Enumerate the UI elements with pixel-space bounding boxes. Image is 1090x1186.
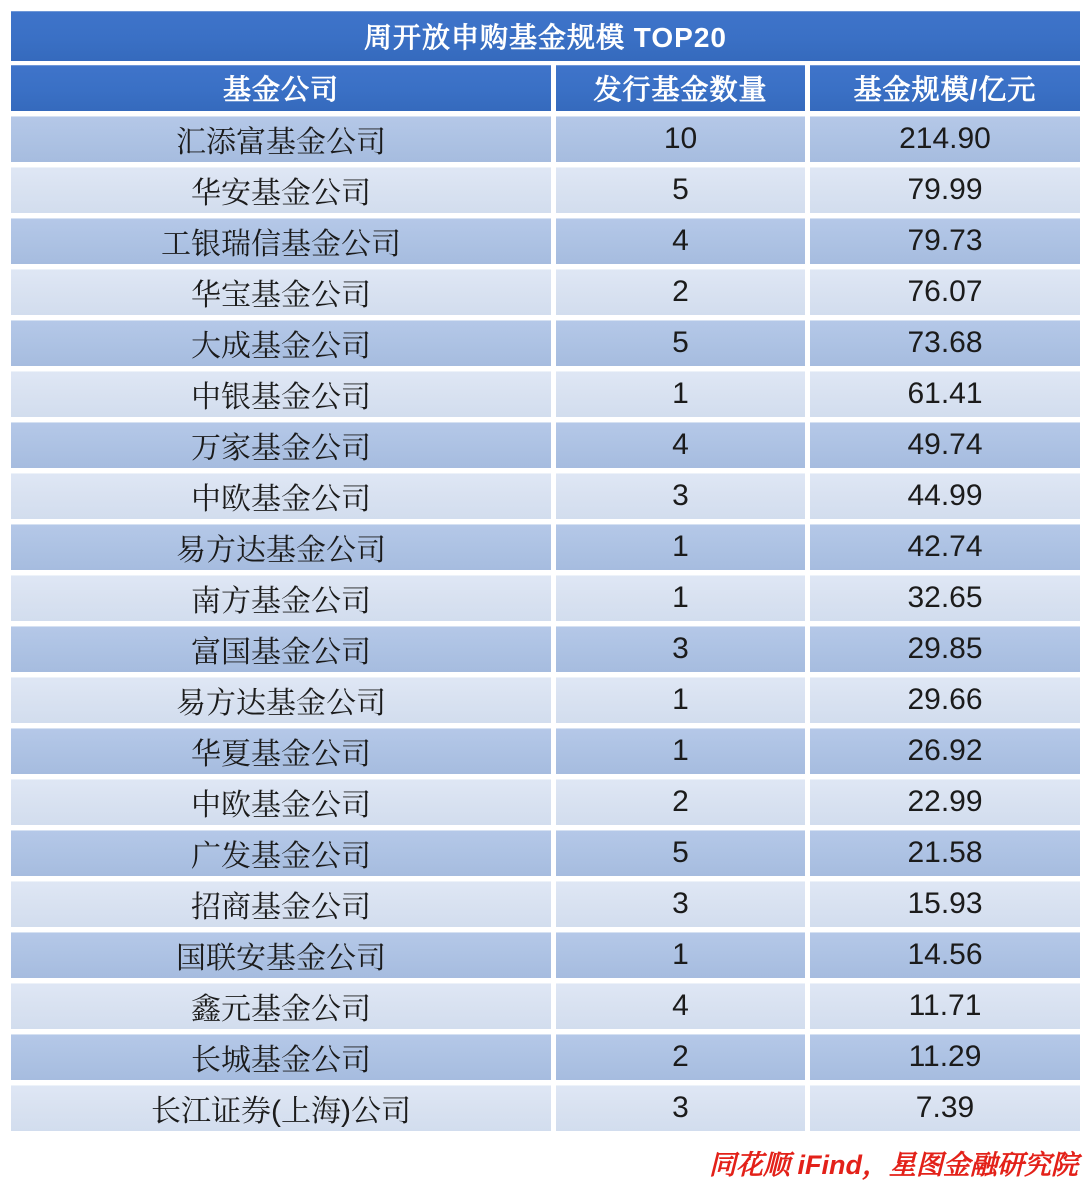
fund-scale-cell: 29.66 xyxy=(810,677,1080,723)
company-cell: 华宝基金公司 xyxy=(11,269,551,315)
company-cell: 中欧基金公司 xyxy=(11,473,551,519)
source-attribution: 同花顺 iFind，星图金融研究院 xyxy=(709,1150,1078,1180)
company-cell: 鑫元基金公司 xyxy=(11,983,551,1029)
fund-scale-cell: 44.99 xyxy=(810,473,1080,519)
table-row xyxy=(11,524,1080,570)
fund-count-cell: 1 xyxy=(556,728,805,774)
fund-count-cell: 5 xyxy=(556,320,805,366)
table-row xyxy=(11,626,1080,672)
table-row xyxy=(11,677,1080,723)
table-row xyxy=(11,1085,1080,1131)
fund-count-cell: 3 xyxy=(556,881,805,927)
company-cell: 易方达基金公司 xyxy=(11,677,551,723)
company-cell: 华安基金公司 xyxy=(11,167,551,213)
company-cell: 万家基金公司 xyxy=(11,422,551,468)
table-row xyxy=(11,983,1080,1029)
company-cell: 国联安基金公司 xyxy=(11,932,551,978)
table-row xyxy=(11,473,1080,519)
fund-scale-cell: 73.68 xyxy=(810,320,1080,366)
fund-scale-cell: 61.41 xyxy=(810,371,1080,417)
table-row xyxy=(11,575,1080,621)
table-row xyxy=(11,881,1080,927)
fund-scale-cell: 15.93 xyxy=(810,881,1080,927)
fund-count-cell: 5 xyxy=(556,830,805,876)
fund-count-cell: 4 xyxy=(556,983,805,1029)
column-header-fund-count: 发行基金数量 xyxy=(556,65,805,111)
fund-count-cell: 1 xyxy=(556,524,805,570)
fund-scale-cell: 21.58 xyxy=(810,830,1080,876)
fund-scale-cell: 11.29 xyxy=(810,1034,1080,1080)
fund-scale-cell: 11.71 xyxy=(810,983,1080,1029)
table-row xyxy=(11,116,1080,162)
fund-count-cell: 3 xyxy=(556,473,805,519)
company-cell: 招商基金公司 xyxy=(11,881,551,927)
fund-count-cell: 2 xyxy=(556,779,805,825)
table-row xyxy=(11,167,1080,213)
fund-scale-cell: 79.99 xyxy=(810,167,1080,213)
fund-count-cell: 1 xyxy=(556,371,805,417)
fund-count-cell: 1 xyxy=(556,575,805,621)
fund-count-cell: 2 xyxy=(556,1034,805,1080)
company-cell: 长江证券(上海)公司 xyxy=(11,1085,551,1131)
table-title: 周开放申购基金规模 TOP20 xyxy=(11,11,1080,61)
company-cell: 中银基金公司 xyxy=(11,371,551,417)
table-row xyxy=(11,728,1080,774)
company-cell: 中欧基金公司 xyxy=(11,779,551,825)
fund-scale-cell: 49.74 xyxy=(810,422,1080,468)
table-row xyxy=(11,218,1080,264)
fund-count-cell: 1 xyxy=(556,677,805,723)
fund-scale-cell: 79.73 xyxy=(810,218,1080,264)
fund-scale-cell: 22.99 xyxy=(810,779,1080,825)
fund-scale-cell: 26.92 xyxy=(810,728,1080,774)
company-cell: 广发基金公司 xyxy=(11,830,551,876)
fund-scale-cell: 29.85 xyxy=(810,626,1080,672)
fund-scale-cell: 14.56 xyxy=(810,932,1080,978)
table-row xyxy=(11,830,1080,876)
fund-scale-cell: 76.07 xyxy=(810,269,1080,315)
company-cell: 汇添富基金公司 xyxy=(11,116,551,162)
table-header-row xyxy=(11,65,1080,111)
company-cell: 华夏基金公司 xyxy=(11,728,551,774)
fund-count-cell: 3 xyxy=(556,1085,805,1131)
fund-count-cell: 4 xyxy=(556,422,805,468)
company-cell: 工银瑞信基金公司 xyxy=(11,218,551,264)
fund-scale-cell: 214.90 xyxy=(810,116,1080,162)
fund-count-cell: 2 xyxy=(556,269,805,315)
table-row xyxy=(11,779,1080,825)
column-header-company: 基金公司 xyxy=(11,65,551,111)
company-cell: 长城基金公司 xyxy=(11,1034,551,1080)
company-cell: 易方达基金公司 xyxy=(11,524,551,570)
company-cell: 富国基金公司 xyxy=(11,626,551,672)
table-row xyxy=(11,932,1080,978)
company-cell: 南方基金公司 xyxy=(11,575,551,621)
fund-count-cell: 10 xyxy=(556,116,805,162)
table-row xyxy=(11,1034,1080,1080)
fund-count-cell: 3 xyxy=(556,626,805,672)
fund-count-cell: 4 xyxy=(556,218,805,264)
table-row xyxy=(11,422,1080,468)
table-row xyxy=(11,320,1080,366)
column-header-fund-scale: 基金规模/亿元 xyxy=(810,65,1080,111)
company-cell: 大成基金公司 xyxy=(11,320,551,366)
fund-count-cell: 1 xyxy=(556,932,805,978)
table-row xyxy=(11,371,1080,417)
table-row xyxy=(11,269,1080,315)
fund-count-cell: 5 xyxy=(556,167,805,213)
fund-scale-cell: 32.65 xyxy=(810,575,1080,621)
fund-scale-cell: 7.39 xyxy=(810,1085,1080,1131)
fund-table xyxy=(11,11,1080,1136)
fund-scale-cell: 42.74 xyxy=(810,524,1080,570)
